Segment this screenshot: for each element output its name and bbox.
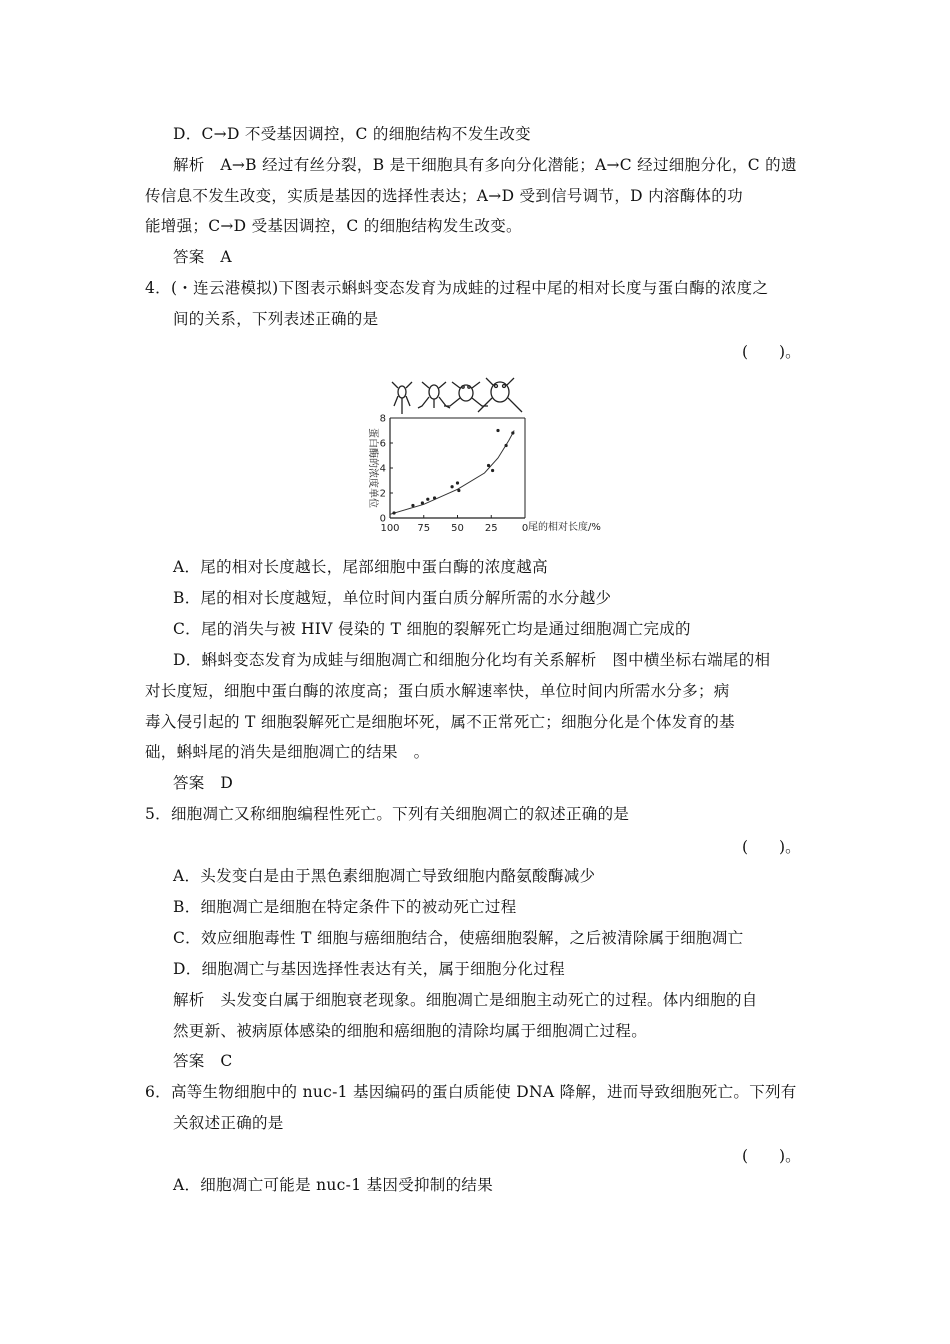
data-point (426, 498, 429, 501)
q5-answer: 答案 C (173, 1052, 233, 1070)
data-point (456, 481, 459, 484)
q5-analysis-line-1: 解析 头发变白属于细胞衰老现象。细胞凋亡是细胞主动死亡的过程。体内细胞的自 (173, 991, 758, 1009)
q5-option-a: A．头发变白是由于黑色素细胞凋亡导致细胞内酪氨酸酶减少 (173, 867, 596, 885)
q4-answer-blank: ( )。 (742, 343, 801, 361)
q4-option-c: C．尾的消失与被 HIV 侵染的 T 细胞的裂解死亡均是通过细胞凋亡完成的 (173, 620, 691, 638)
q3-answer: 答案 A (173, 248, 232, 266)
y-tick-label: 6 (379, 438, 386, 450)
trend-curve (390, 431, 514, 515)
frog-stage-4-icon (478, 378, 522, 412)
data-points (392, 429, 514, 515)
q4-analysis-line-3: 础，蝌蚪尾的消失是细胞凋亡的结果 。 (145, 743, 430, 761)
x-tick-label: 100 (380, 523, 400, 534)
x-tick-label: 0 (521, 523, 529, 534)
q4-option-a: A．尾的相对长度越长，尾部细胞中蛋白酶的浓度越高 (173, 558, 548, 576)
q4-stem-line-2: 间的关系，下列表述正确的是 (173, 310, 379, 328)
x-tick-label: 75 (417, 523, 431, 534)
y-tick-label: 0 (379, 513, 386, 525)
q4-option-b: B．尾的相对长度越短，单位时间内蛋白质分解所需的水分越少 (173, 589, 612, 607)
y-tick-label: 4 (379, 463, 386, 475)
q4-analysis-line-1: 对长度短，细胞中蛋白酶的浓度高；蛋白质水解速率快，单位时间内所需水分多；病 (145, 682, 730, 700)
data-point (433, 496, 436, 499)
q6-stem-line-1: 6．高等生物细胞中的 nuc-1 基因编码的蛋白质能使 DNA 降解，进而导致细胞死亡。下列有 (145, 1083, 797, 1101)
q3-analysis-line-2: 传信息不发生改变，实质是基因的选择性表达；A→D 受到信号调节，D 内溶酶体的功 (145, 187, 743, 205)
frog-stage-3-icon (444, 382, 488, 406)
q4-option-d: D．蝌蚪变态发育为成蛙与细胞凋亡和细胞分化均有关系解析 图中横坐标右端尾的相 (173, 651, 771, 669)
q4-stem-line-1: 4．(・连云港模拟)下图表示蝌蚪变态发育为成蛙的过程中尾的相对长度与蛋白酶的浓度之 (145, 279, 769, 297)
data-point (392, 511, 395, 514)
data-point (457, 489, 460, 492)
data-point (487, 464, 490, 467)
q4-analysis-line-2: 毒入侵引起的 T 细胞裂解死亡是细胞坏死，属不正常死亡；细胞分化是个体发育的基 (145, 713, 735, 731)
q4-chart (360, 370, 620, 542)
q6-option-a: A．细胞凋亡可能是 nuc-1 基因受抑制的结果 (173, 1176, 493, 1194)
q5-analysis-line-2: 然更新、被病原体感染的细胞和癌细胞的清除均属于细胞凋亡过程。 (173, 1022, 648, 1040)
x-tick-label: 25 (484, 523, 498, 534)
q6-answer-blank: ( )。 (742, 1147, 801, 1165)
q4-answer: 答案 D (173, 774, 234, 792)
data-point (411, 504, 414, 507)
data-point (421, 501, 424, 504)
data-point (491, 469, 494, 472)
data-point (505, 444, 508, 447)
y-tick-label: 8 (379, 413, 386, 425)
x-axis-label: 尾的相对长度/% (528, 522, 601, 533)
data-point (511, 431, 514, 434)
frog-stage-1-icon (392, 382, 412, 414)
q5-option-d: D．细胞凋亡与基因选择性表达有关，属于细胞分化过程 (173, 960, 565, 978)
y-ticks (380, 414, 393, 525)
frog-stage-2-icon (418, 382, 450, 408)
q5-answer-blank: ( )。 (742, 838, 801, 856)
q3-option-d: D．C→D 不受基因调控，C 的细胞结构不发生改变 (173, 125, 531, 143)
y-tick-label: 2 (379, 488, 386, 500)
q5-option-b: B．细胞凋亡是细胞在特定条件下的被动死亡过程 (173, 898, 517, 916)
q5-option-c: C．效应细胞毒性 T 细胞与癌细胞结合，使癌细胞裂解，之后被清除属于细胞凋亡 (173, 929, 744, 947)
data-point (496, 429, 499, 432)
data-point (451, 485, 454, 488)
tadpole-metamorphosis-illustration (392, 378, 522, 414)
q3-analysis-line-3: 能增强；C→D 受基因调控，C 的细胞结构发生改变。 (145, 217, 522, 235)
q3-analysis-line-1: 解析 A→B 经过有丝分裂，B 是干细胞具有多向分化潜能；A→C 经过细胞分化，C 的遗 (173, 156, 797, 174)
y-axis-label: 蛋白酶的浓度单位 (367, 428, 378, 508)
x-tick-label: 50 (451, 523, 464, 534)
q5-stem: 5．细胞凋亡又称细胞编程性死亡。下列有关细胞凋亡的叙述正确的是 (145, 805, 630, 823)
q6-stem-line-2: 关叙述正确的是 (173, 1114, 284, 1132)
